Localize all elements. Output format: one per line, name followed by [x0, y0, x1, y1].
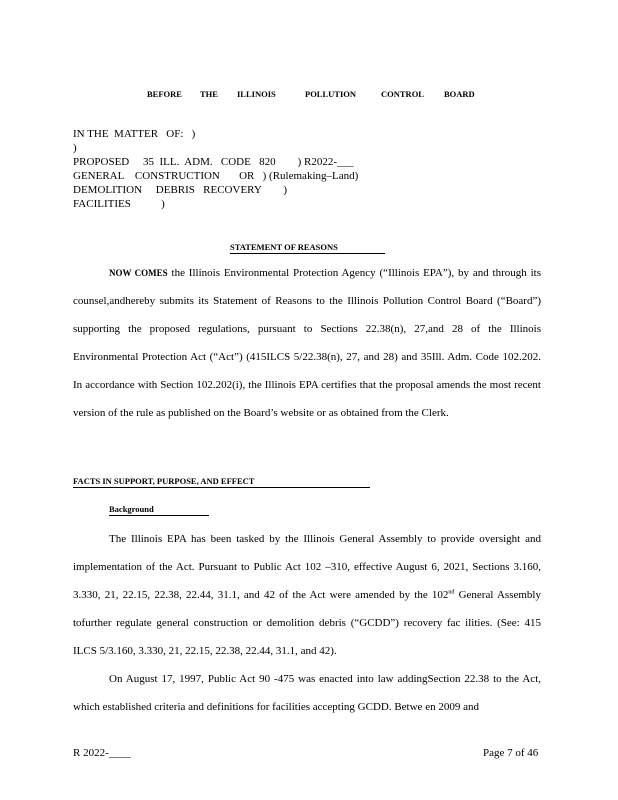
heading-word: POLLUTION: [305, 89, 357, 99]
caption-line: PROPOSED 35 ILL. ADM. CODE 820 ) R2022-___: [73, 156, 354, 168]
facts-heading: FACTS IN SUPPORT, PURPOSE, AND EFFECT: [73, 476, 370, 488]
background-text-cont: General Assembly tofurther regulate general construction or demolition debris (“GCDD”) recovery fac ilities. (See: 415 ILCS 5/3.160, 3.330, 21, 22.15, 22.38, 22.44, 31.1, and 42).: [73, 589, 541, 657]
background-heading: Background: [109, 504, 209, 516]
background-paragraph: [73, 525, 541, 665]
caption-line: DEMOLITION DEBRIS RECOVERY ): [73, 184, 288, 196]
caption-line: FACILITIES ): [73, 198, 165, 210]
statement-of-reasons-heading: STATEMENT OF REASONS: [230, 242, 385, 254]
heading-word: CONTROL: [381, 89, 424, 99]
heading-word: ILLINOIS: [237, 89, 276, 99]
superscript: nd: [448, 589, 455, 596]
heading-word: BEFORE: [147, 89, 182, 99]
footer-page-number: Page 7 of 46: [483, 747, 539, 759]
heading-word: BOARD: [444, 89, 475, 99]
intro-text: the Illinois Environmental Protection Agency (“Illinois EPA”), by and through its counsel,andhereby submits its Statement of Reasons to the Illinois Pollution Control Board (“Board”) supporting the proposed regulations, pursuant to Sections 22.38(n), 27,and 28 of the Illinois Environmental Protection Act (“Act”) (415ILCS 5/22.38(n), 27, and 28) and 35Ill. Adm. Code 102.202. In accordance with Section 102.202(i), the Illinois EPA certifies that the proposal amends the most recent version of the rule as published on the Board’s website or as obtained from the Clerk.: [73, 267, 541, 419]
caption-line: IN THE MATTER OF: ): [73, 128, 196, 140]
intro-paragraph: [73, 259, 541, 427]
background-text: The Illinois EPA has been tasked by the Illinois General Assembly to provide oversight and implementation of the Act. Pursuant to Public Act 102 –310, effective August 6, 2021, Sections 3.160, 3.330, 21, 22.15, 22.38, 22.44, 31.1, and 42 of the Act were amended by the 102: [73, 533, 541, 601]
caption-line: ): [73, 142, 77, 154]
footer-docket: R 2022-____: [73, 747, 131, 759]
heading-word: THE: [200, 89, 218, 99]
intro-lead: NOW COMES: [109, 268, 168, 278]
caption-line: GENERAL CONSTRUCTION OR ) (Rulemaking–Land): [73, 170, 359, 182]
case-caption: [73, 127, 358, 211]
board-heading: [147, 89, 474, 99]
history-paragraph: On August 17, 1997, Public Act 90 -475 was enacted into law addingSection 22.38 to the Act, which established criteria and definitions for facilities accepting GCDD. Betwe en 2009 and: [73, 673, 541, 713]
